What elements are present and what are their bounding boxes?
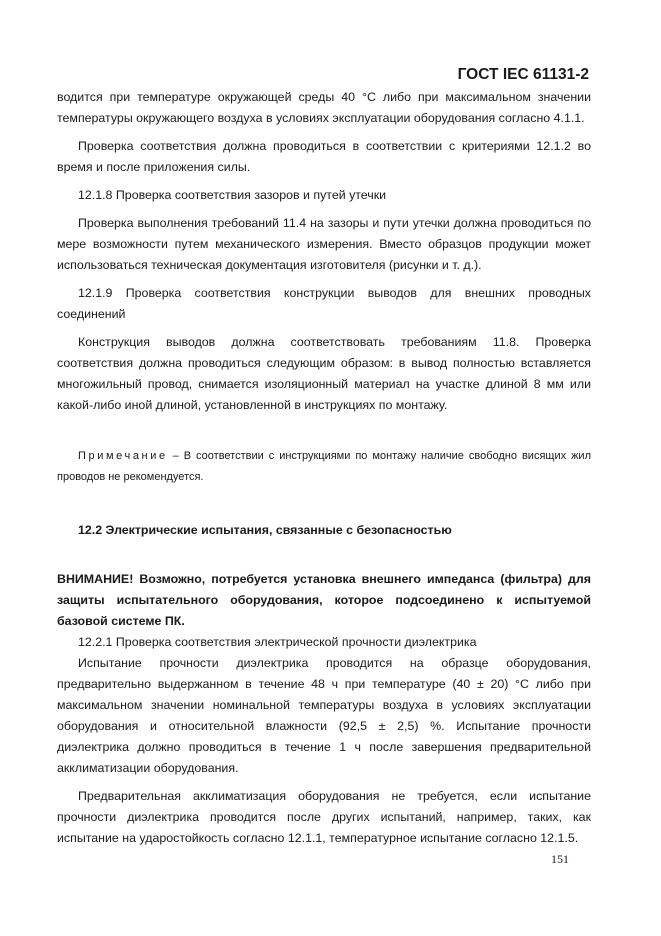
paragraph-dielectric-test: Испытание прочности диэлектрика проводится на образце оборудования, предварительно выдержанном в течение 48 ч при температуре (40 ± 20) °С либо при максимальном значении номинальной температуры воздуха в условиях эксплуатации оборудования и относительной влажности (92,5 ± 2,5) %. Испытание прочности диэлектрика должно проводиться в течение 1 ч после завершения предварительной акклиматизации оборудования.: [57, 656, 591, 775]
document-body: [57, 87, 591, 849]
heading-12-2-1: 12.2.1 Проверка соответствия электрической прочности диэлектрика: [78, 635, 477, 649]
paragraph-continuation: водится при температуре окружающей среды 40 °С либо при максимальном значении температуры окружающего воздуха в условиях эксплуатации оборудования согласно 4.1.1.: [57, 90, 591, 125]
heading-12-1-9: 12.1.9 Проверка соответствия конструкции выводов для внешних проводных соединений: [57, 286, 591, 321]
heading-12-2: 12.2 Электрические испытания, связанные с безопасностью: [78, 523, 452, 537]
paragraph-verification-force: Проверка соответствия должна проводиться в соответствии с критериями 12.1.2 во время и после приложения силы.: [57, 139, 591, 174]
note-label: Примечание: [78, 450, 168, 462]
standard-header: ГОСТ IEC 61131-2: [457, 66, 589, 83]
note-paragraph: [57, 446, 591, 488]
page-number: 151: [551, 852, 569, 866]
paragraph-preconditioning: Предварительная акклиматизация оборудования не требуется, если испытание прочности диэлектрика проводится после других испытаний, например, таких, как испытание на ударостойкость согласно 12.1.1, температурное испытание согласно 12.1.5.: [57, 789, 591, 845]
paragraph-terminals: Конструкция выводов должна соответствовать требованиям 11.8. Проверка соответствия должна проводиться следующим образом: в вывод полностью вставляется многожильный провод, снимается изоляционный материал на участке длиной 8 мм или какой-либо иной длиной, установленной в инструкциях по монтажу.: [57, 335, 591, 412]
paragraph-clearances: Проверка выполнения требований 11.4 на зазоры и пути утечки должна проводиться по мере возможности путем механического измерения. Вместо образцов продукции может использоваться техническая документация изготовителя (рисунки и т. д.).: [57, 216, 591, 272]
heading-12-1-8: 12.1.8 Проверка соответствия зазоров и путей утечки: [78, 188, 387, 202]
warning-paragraph: ВНИМАНИЕ! Возможно, потребуется установка внешнего импеданса (фильтра) для защиты испытательного оборудования, которое подсоединено к испытуемой базовой системе ПК.: [57, 572, 591, 628]
note-text: – В соответствии с инструкциями по монтажу наличие свободно висящих жил проводов не рекомендуется.: [57, 450, 591, 483]
